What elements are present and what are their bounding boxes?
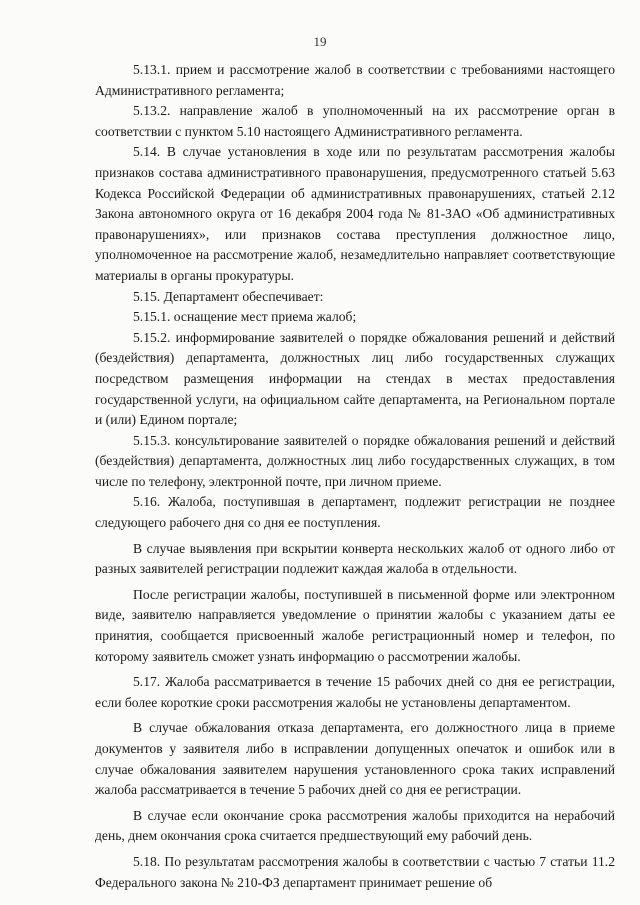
- paragraph-refusal-appeal: В случае обжалования отказа департамента, его должностного лица в приеме документов у заявителя либо в исправлении допущенных опечаток и ошибок или в случае обжалования заявителем нарушения установленного срока таких исправлений жалоба рассматривается в течение 5 рабочих дней со дня ее регистрации.: [95, 720, 615, 798]
- document-body: [95, 60, 615, 893]
- paragraph-5-15-2: 5.15.2. информирование заявителей о порядке обжалования решений и действий (бездействия) департамента, должностных лиц либо государственных служащих посредством размещения информации на стендах в местах предоставления государственной услуги, на официальном сайте департамента, на Региональном портале и (или) Едином портале;: [95, 329, 615, 428]
- paragraph-5-15-3: 5.15.3. консультирование заявителей о порядке обжалования решений и действий (бездействия) департамента, должностных лиц либо государственных служащих, в том числе по телефону, электронной почте, при личном приеме.: [95, 432, 615, 489]
- paragraph-envelope: В случае выявления при вскрытии конверта нескольких жалоб от одного либо от разных заявителей регистрации подлежит каждая жалоба в отдельности.: [95, 540, 615, 577]
- page-number: 19: [313, 34, 327, 49]
- paragraph-5-18: 5.18. По результатам рассмотрения жалобы в соответствии с частью 7 статьи 11.2 Федерального закона № 210-ФЗ департамент принимает решение об: [95, 853, 615, 890]
- paragraph-5-13-1: 5.13.1. прием и рассмотрение жалоб в соответствии с требованиями настоящего Административного регламента;: [95, 62, 615, 98]
- paragraph-5-15-1: 5.15.1. оснащение мест приема жалоб;: [133, 309, 357, 325]
- paragraph-5-13-2: 5.13.2. направление жалоб в уполномоченный на их рассмотрение орган в соответствии с пунктом 5.10 настоящего Административного регламента.: [95, 103, 615, 139]
- paragraph-5-17: 5.17. Жалоба рассматривается в течение 15 рабочих дней со дня ее регистрации, если более короткие сроки рассмотрения жалобы не установлены департаментом.: [95, 674, 615, 710]
- paragraph-5-14: 5.14. В случае установления в ходе или по результатам рассмотрения жалобы признаков состава административного правонарушения, предусмотренного статьей 5.63 Кодекса Российской Федерации об административных правонарушениях, статьей 2.12 Закона автономного округа от 16 декабря 2004 года № 81-ЗАО «Об административных правонарушениях», или признаков состава преступления должностное лицо, уполномоченное на рассмотрение жалоб, незамедлительно направляет соответствующие материалы в органы прокуратуры.: [95, 144, 615, 283]
- paragraph-registration-notice: После регистрации жалобы, поступившей в письменной форме или электронном виде, заявителю направляется уведомление о принятии жалобы с указанием даты ее принятия, сообщается присвоенный жалобе регистрационный номер и телефон, по которому заявитель сможет узнать информацию о рассмотрении жалобы.: [95, 586, 615, 664]
- paragraph-non-working-day: В случае если окончание срока рассмотрения жалобы приходится на нерабочий день, днем окончания срока считается предшествующий ему рабочий день.: [95, 807, 615, 844]
- paragraph-5-15: 5.15. Департамент обеспечивает:: [133, 288, 324, 304]
- paragraph-5-16: 5.16. Жалоба, поступившая в департамент, подлежит регистрации не позднее следующего рабочего дня со дня ее поступления.: [95, 494, 615, 531]
